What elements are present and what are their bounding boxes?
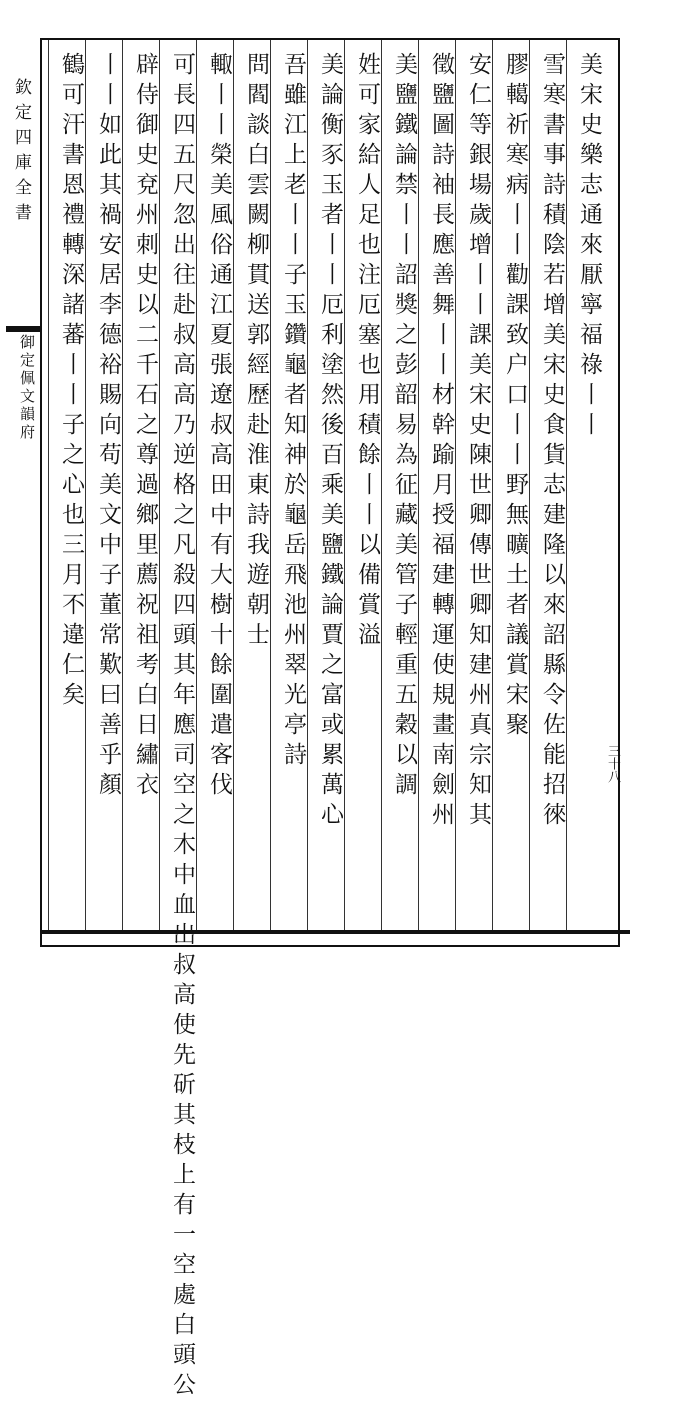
spine-book-title: 御定佩文韻府 [18, 334, 36, 442]
text-column: 丨丨如此其禍安居李德裕賜向苟美文中子董常歎曰善乎顏 [95, 52, 121, 802]
text-column: 美論衡豕玉者丨丨厄利塗然後百乘美鹽鐵論賈之富或累萬心 [317, 52, 343, 832]
text-column: 徵鹽圖詩袖長應善舞丨丨材幹踰月授福建轉運使規畫南劍州 [428, 52, 454, 832]
text-column: 鶴可汗書恩禮轉深諸蕃丨丨子之心也三月不違仁矣 [58, 52, 84, 712]
text-column: 辟侍御史兗州刺史以二千石之尊過鄉里薦祝祖考白日繡衣 [132, 52, 158, 802]
text-column: 姓可家給人足也注厄塞也用積餘丨丨以備賞溢 [354, 52, 380, 652]
text-column: 輙丨丨榮美風俗通江夏張遼叔高田中有大樹十餘圍遣客伐 [206, 52, 232, 802]
spine-series-title: 欽定四庫全書 [11, 78, 31, 228]
text-column: 問閻談白雲闕柳貫送郭經歷赴淮東詩我遊朝士 [243, 52, 269, 652]
page-number: 三十八 [605, 744, 620, 783]
spine-divider [6, 326, 42, 332]
text-column: 膠轕祈寒病丨丨勸課致户口丨丨野無曠土者議賞宋聚 [502, 52, 528, 742]
text-column: 安仁等銀場歲增丨丨課美宋史陳世卿傳世卿知建州真宗知其 [465, 52, 491, 832]
text-column: 可長四五尺忽出往赴叔高高乃逆格之凡殺四頭其年應司空之木中血出叔高使先斫其枝上有一空處白頭公 [169, 52, 195, 1402]
book-spine [4, 38, 38, 943]
text-column: 美宋史樂志通來厭寧福祿丨丨 [576, 52, 602, 442]
text-column: 美鹽鐵論禁丨丨詔獎之彭韶易為征藏美管子輕重五穀以調 [391, 52, 417, 802]
column-rule [48, 40, 49, 930]
text-column: 吾雖江上老丨丨子玉鑽龜者知神於龜岳飛池州翠光亭詩 [280, 52, 306, 772]
text-column: 雪寒書事詩積陰若增美宋史食貨志建隆以來詔縣令佐能招徠 [539, 52, 565, 832]
